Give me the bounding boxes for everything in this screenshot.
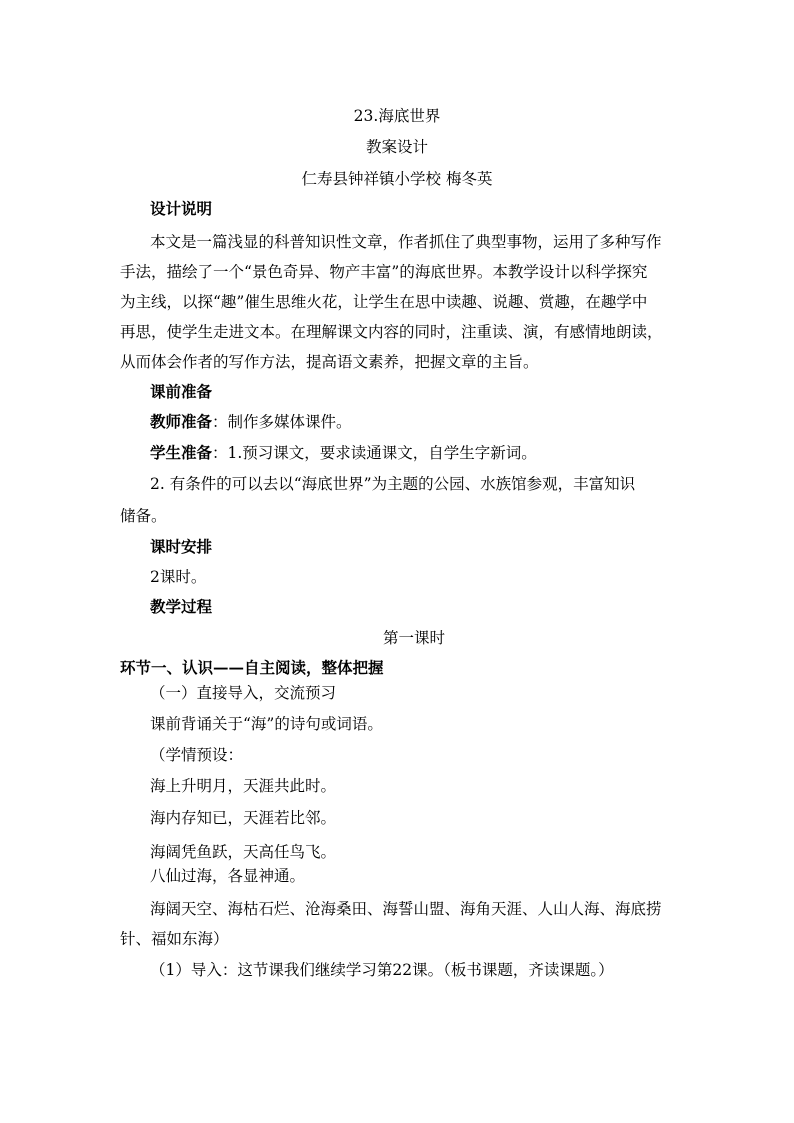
section-heading-preparation: 课前准备	[150, 382, 213, 401]
design-note-line-3: 为主线，以探“趣”催生思维火花，让学生在思中读趣、说趣、赏趣，在趣学中	[120, 293, 648, 311]
section-heading-schedule: 课时安排	[150, 537, 213, 556]
schedule-text: 2课时。	[150, 568, 207, 586]
process-section-title: 环节一、认识——自主阅读，整体把握	[120, 658, 384, 677]
process-intro: 课前背诵关于“海”的诗句或词语。	[150, 715, 383, 733]
idioms-line-2: 针、福如东海）	[120, 930, 229, 948]
design-note-line-4: 再思，使学生走进文本。在理解课文内容的同时，注重读、演，有感情地朗读，	[120, 323, 663, 341]
document-subtitle: 教案设计	[365, 138, 428, 156]
document-author: 仁寿县钟祥镇小学校 梅冬英	[301, 170, 493, 188]
student-preparation-text: ：1.预习课文，要求读通课文，自学生字新词。	[212, 444, 537, 462]
lesson-title: 第一课时	[383, 629, 446, 647]
poem-line-4: 八仙过海，各显神通。	[150, 867, 306, 885]
document-title: 23.海底世界	[353, 107, 441, 125]
section-heading-design-note: 设计说明	[150, 199, 213, 218]
preset-label: （学情预设：	[150, 746, 244, 764]
poem-line-3: 海阔凭鱼跃，天高任鸟飞。	[150, 843, 337, 861]
process-sub-title: （一）直接导入，交流预习	[150, 684, 337, 702]
teacher-preparation	[150, 412, 352, 432]
teacher-preparation-text: ：制作多媒体课件。	[212, 413, 352, 431]
poem-line-2: 海内存知已，天涯若比邻。	[150, 809, 337, 827]
poem-line-1: 海上升明月，天涯共此时。	[150, 777, 337, 795]
design-note-line-2: 手法，描绘了一个“景色奇异、物产丰富”的海底世界。本教学设计以科学探究	[120, 263, 648, 281]
design-note-line-5: 从而体会作者的写作方法，提高语文素养，把握文章的主旨。	[120, 353, 539, 371]
teacher-preparation-label: 教师准备	[150, 412, 213, 431]
preparation-item-2-line-2: 储备。	[120, 507, 167, 525]
preparation-item-2-line-1: 2. 有条件的可以去以“海底世界”为主题的公园、水族馆参观，丰富知识	[150, 475, 636, 493]
design-note-line-1: 本文是一篇浅显的科普知识性文章，作者抓住了典型事物，运用了多种写作	[150, 233, 662, 251]
process-step-1: （1）导入：这节课我们继续学习第22课。（板书课题，齐读课题。）	[150, 961, 614, 979]
section-heading-process: 教学过程	[150, 597, 213, 616]
student-preparation-label: 学生准备	[150, 443, 213, 462]
idioms-line-1: 海阔天空、海枯石烂、沧海桑田、海誓山盟、海角天涯、人山人海、海底捞	[150, 900, 662, 918]
student-preparation	[150, 443, 537, 463]
